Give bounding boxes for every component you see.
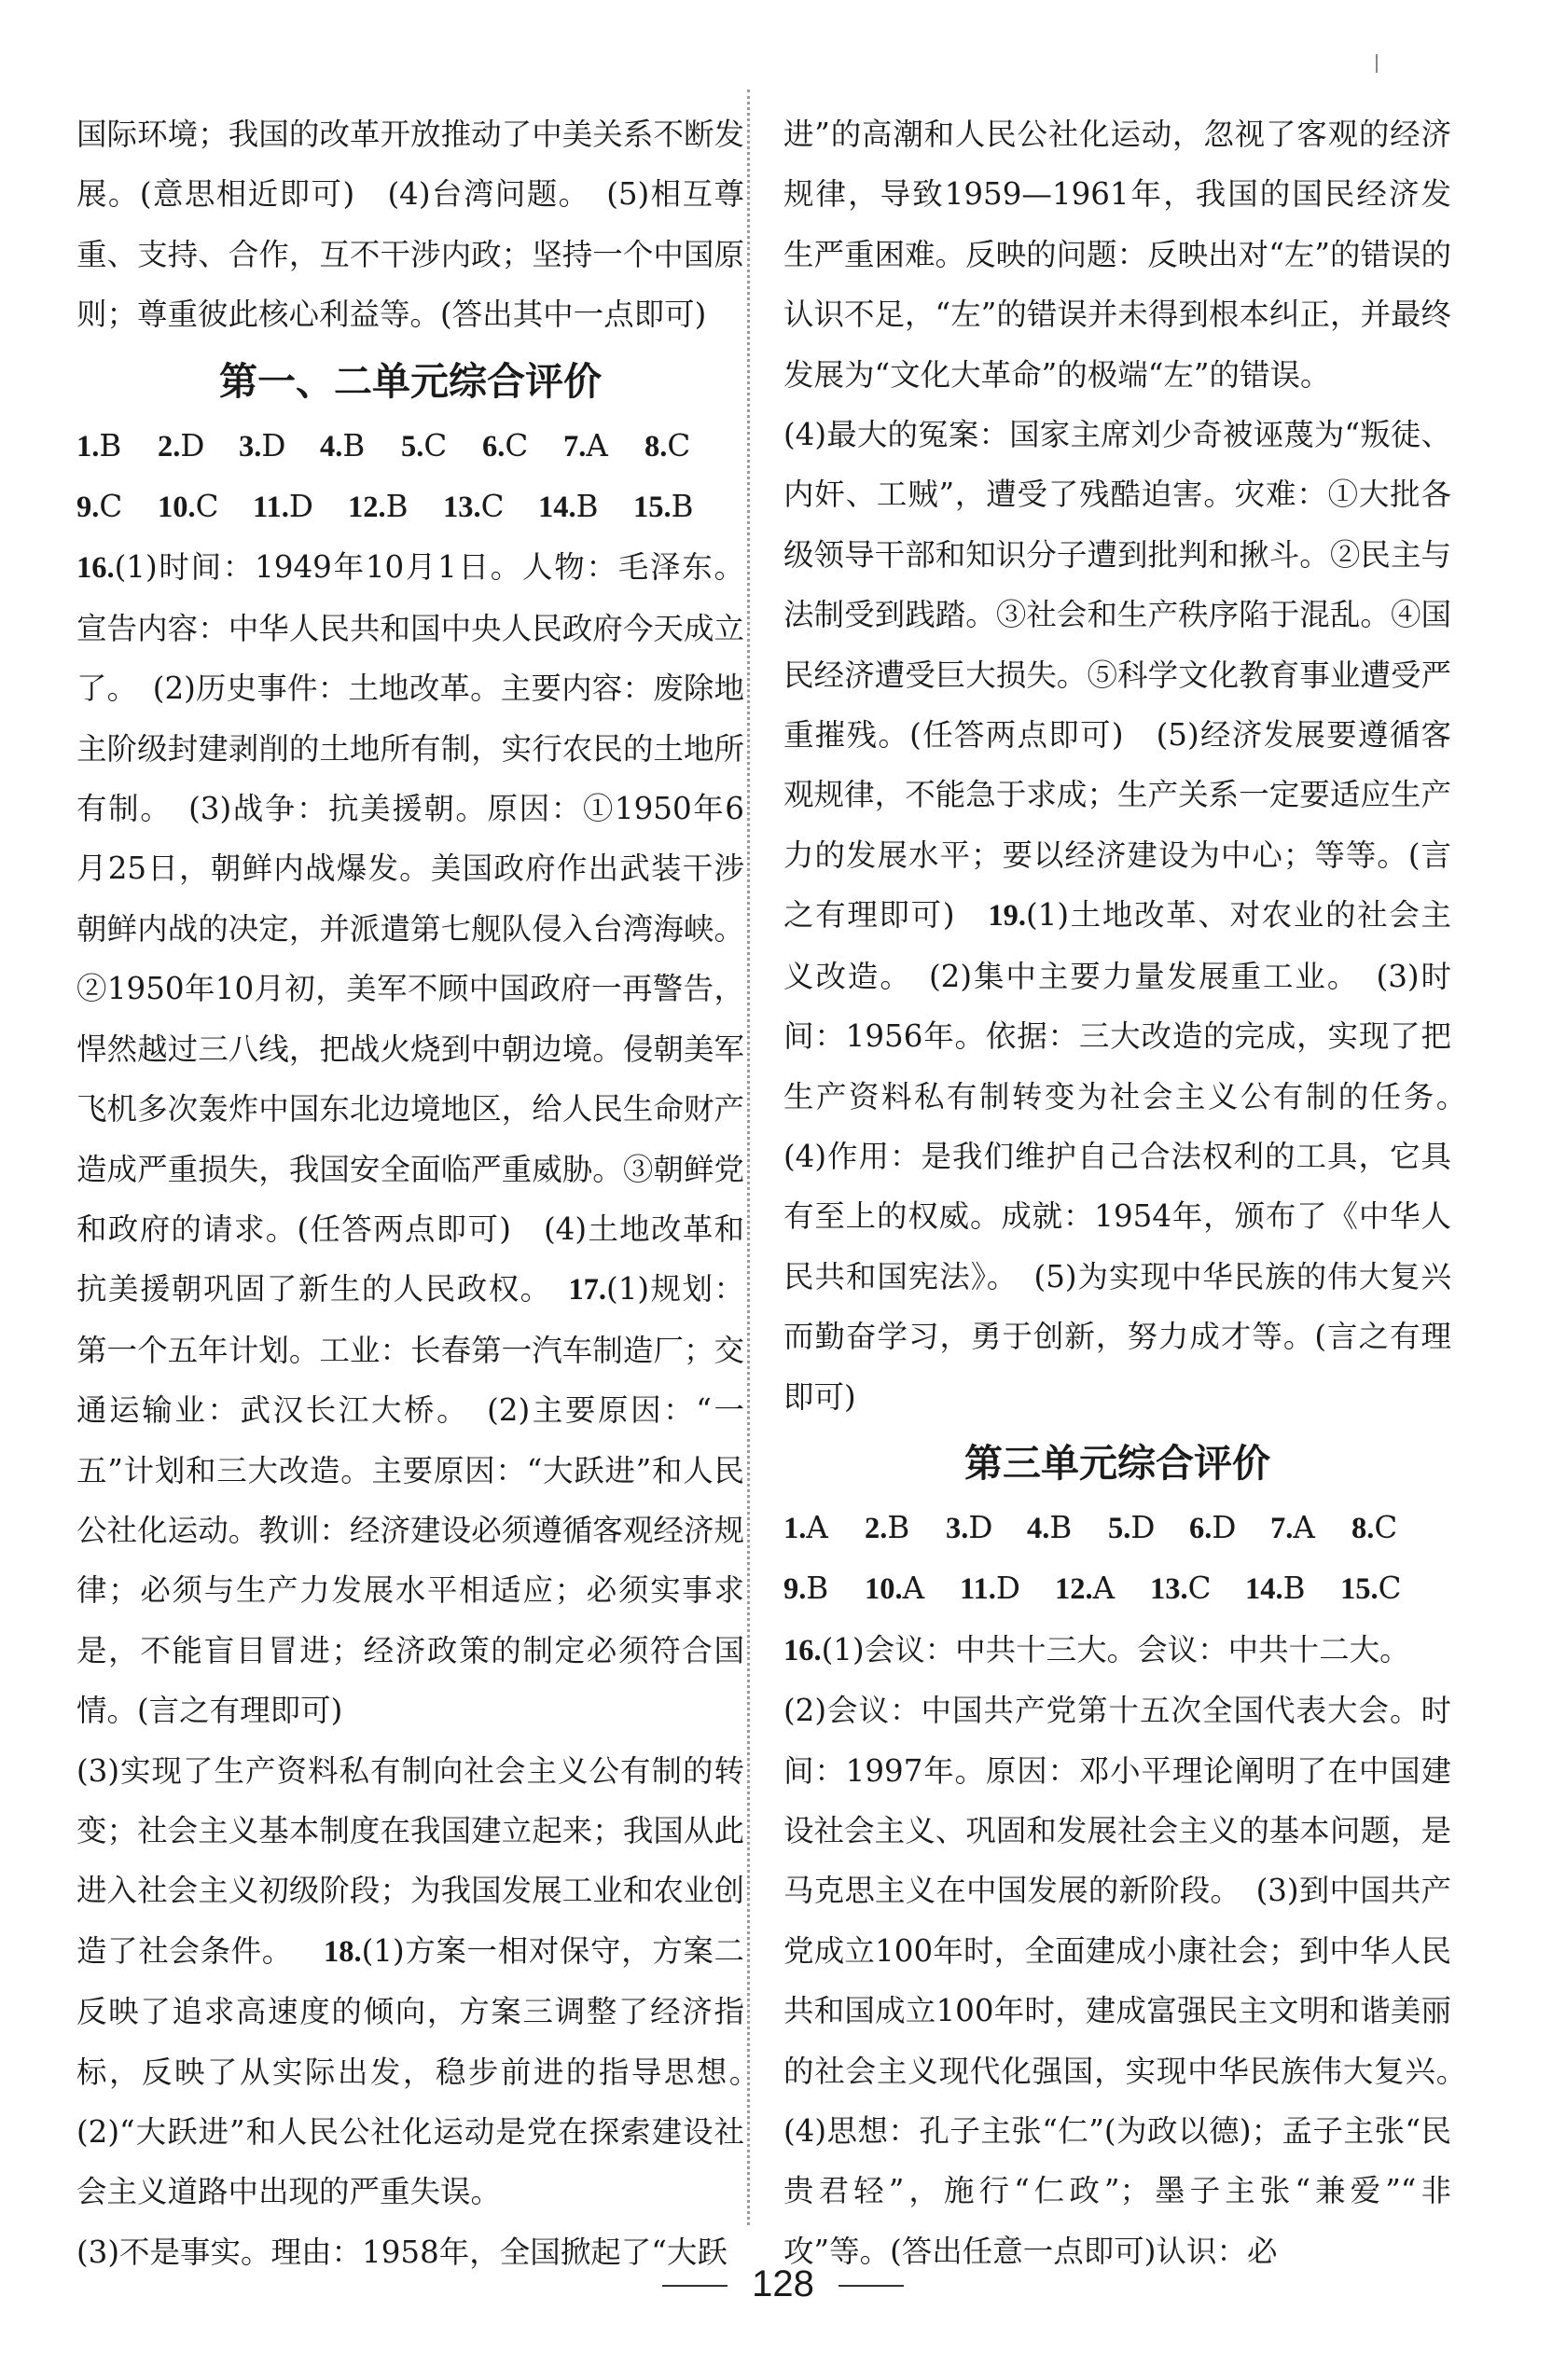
mc-answer (158, 416, 239, 477)
mc-answer-letter: B (385, 489, 409, 525)
margin-tick (1376, 54, 1378, 73)
mc-question-number: 9. (76, 491, 100, 525)
mc-question-number: 3. (946, 1511, 969, 1545)
mc-question-number: 7. (1270, 1511, 1294, 1545)
mc-answer (1108, 1498, 1189, 1558)
mc-answer-letter: C (667, 427, 691, 464)
question-number: 16. (783, 1633, 822, 1667)
answer-text: (1)时间：1949年10月1日。人物：毛泽东。宣告内容：中华人民共和国中央人民政府今天成立了。 (2)历史事件：土地改革。主要内容：废除地主阶级封建剥削的土地所有制，实行农民的土地所有制。 (3)战争：抗美援朝。原因：①1950年6月25日，朝鲜内战爆发。美国政府作出武装干涉朝鲜内战的决定，并派遣第七舰队侵入台湾海峡。②1950年10月初，美军不顾中国政府一再警告，悍然越过三八线，把战火烧到中朝边境。侵朝美军飞机多次轰炸中国东北边境地区，给人民生命财产造成严重损失，我国安全面临严重威胁。③朝鲜党和政府的请求。(任答两点即可) (4)土地改革和抗美援朝巩固了新生的人民政权。 (76, 549, 744, 1308)
section-heading-unit-3: 第三单元综合评价 (964, 1440, 1270, 1486)
mc-answer-letter: C (1378, 1571, 1402, 1607)
mc-question-number: 8. (644, 429, 668, 464)
mc-question-number: 10. (158, 491, 196, 525)
mc-question-number: 4. (320, 429, 343, 464)
mc-question-number: 15. (1340, 1572, 1379, 1607)
mc-answer (1270, 1498, 1351, 1558)
page-number: 128 (752, 2263, 814, 2304)
mc-answer-letter: D (261, 427, 286, 464)
left-column (76, 104, 775, 2282)
mc-answer (320, 416, 401, 477)
question-number: 18. (323, 1934, 362, 1969)
question-17-part-3: (3)实现了生产资料私有制向社会主义公有制的转变；社会主义基本制度在我国建立起来；我国从此进入社会主义初级阶段；为我国发展工业和农业创造了社会条件。 (76, 1752, 744, 1969)
mc-answer-letter: B (1282, 1571, 1306, 1607)
mc-answer (1340, 1558, 1435, 1619)
mc-question-number: 14. (538, 491, 576, 525)
mc-answers-row (76, 477, 744, 537)
mc-question-number: 12. (1055, 1572, 1093, 1607)
mc-question-number: 5. (1108, 1511, 1131, 1545)
mc-answer-letter: D (995, 1571, 1020, 1607)
mc-question-number: 14. (1245, 1572, 1283, 1607)
question-16 (76, 537, 744, 1740)
mc-answer-letter: D (968, 1509, 993, 1545)
mc-answer-letter: C (1374, 1509, 1398, 1545)
question-16-unit-3 (783, 1620, 1451, 1681)
mc-answer (1055, 1558, 1150, 1619)
mc-answer-letter: C (1187, 1571, 1212, 1607)
intro-paragraph: 国际环境；我国的改革开放推动了中美关系不断发展。(意思相近即可) (4)台湾问题。 (5)相互尊重、支持、合作，互不干涉内政；坚持一个中国原则；尊重彼此核心利益等。(答出其中一点即可) (76, 117, 744, 333)
mc-answer-letter: C (195, 489, 219, 525)
mc-answer (1189, 1498, 1270, 1558)
question-number: 17. (568, 1273, 607, 1308)
section-heading-units-1-2: 第一、二单元综合评价 (219, 358, 602, 404)
right-column (783, 104, 1482, 2281)
mc-question-number: 7. (563, 429, 587, 464)
mc-question-number: 9. (783, 1572, 807, 1607)
mc-answer-letter: D (180, 427, 205, 464)
answer-text: (1)土地改革、对农业的社会主义改造。 (2)集中主要力量发展重工业。 (3)时间：1956年。依据：三大改造的完成，实现了把生产资料私有制转变为社会主义公有制的任务。 (4)作用：是我们维护自己合法权利的工具，它具有至上的权威。成就：1954年，颁布了《中华人民共和国宪法》。 (5)为实现中华民族的伟大复兴而勤奋学习，勇于创新，努力成才等。(言之有理即可) (783, 897, 1482, 1415)
page-footer (0, 2258, 1566, 2310)
mc-answer (946, 1498, 1027, 1558)
mc-question-number: 12. (348, 491, 386, 525)
mc-question-number: 10. (865, 1572, 903, 1607)
mc-answer-letter: C (423, 427, 448, 464)
mc-answer-letter: B (342, 427, 366, 464)
mc-answer-letter: A (1293, 1509, 1315, 1545)
mc-question-number: 2. (158, 429, 181, 464)
mc-answer-letter: D (288, 489, 313, 525)
mc-question-number: 5. (401, 429, 424, 464)
mc-answer (538, 477, 633, 537)
mc-question-number: 11. (960, 1572, 996, 1607)
mc-answer (348, 477, 443, 537)
mc-answer-letter: D (1130, 1509, 1156, 1545)
mc-answer (482, 416, 563, 477)
mc-answer (960, 1558, 1055, 1619)
mc-answers-row (783, 1558, 1451, 1619)
question-18-part-3: (3)不是事实。理由：1958年，全国掀起了“大跃 (76, 2234, 728, 2270)
mc-answer (253, 477, 348, 537)
footer-rule (838, 2285, 904, 2287)
mc-answer (76, 477, 158, 537)
mc-answer-letter: B (575, 489, 599, 525)
mc-answer (76, 416, 158, 477)
mc-question-number: 1. (76, 429, 100, 464)
mc-answer-letter: A (586, 427, 608, 464)
mc-answer (563, 416, 644, 477)
mc-answer-letter: D (1212, 1509, 1237, 1545)
mc-answer (633, 477, 728, 537)
question-16-part-2: (2)会议：中国共产党第十五次全国代表大会。时间：1997年。原因：邓小平理论阐明了在中国建设社会主义、巩固和发展社会主义的基本问题，是马克思主义在中国发展的新阶段。 (3)到中国共产党成立100年时，全面建成小康社会；到中华人民共和国成立100年时，建成富强民主文明和谐美丽的社会主义现代化强国，实现中华民族伟大复兴。 (4)思想：孔子主张“仁”(为政以德)；孟子主张“民贵君轻”，施行“仁政”；墨子主张“兼爱”“非攻”等。(答出任意一点即可)认识：必 (783, 1693, 1482, 2269)
mc-answer (239, 416, 320, 477)
answer-text: (1)方案一相对保守，方案二反映了追求高速度的倾向，方案三调整了经济指标，反映了从实际出发，稳步前进的指导思想。 (2)“大跃进”和人民公社化运动是党在探索建设社会主义道路中出现的严重失误。 (76, 1932, 775, 2210)
mc-question-number: 4. (1027, 1511, 1050, 1545)
continuation-paragraph: 进”的高潮和人民公社化运动，忽视了客观的经济规律，导致1959—1961年，我国的国民经济发生严重困难。反映的问题：反映出对“左”的错误的认识不足，“左”的错误并未得到根本纠正，并最终发展为“文化大革命”的极端“左”的错误。 (783, 117, 1451, 393)
mc-answer (1245, 1558, 1340, 1619)
mc-answer (865, 1498, 946, 1558)
mc-question-number: 3. (239, 429, 262, 464)
mc-answer-letter: B (1049, 1509, 1073, 1545)
mc-answer (401, 416, 482, 477)
footer-rule (662, 2285, 728, 2287)
mc-answer-letter: B (99, 427, 122, 464)
mc-answers-row (76, 416, 744, 477)
question-number: 16. (76, 551, 115, 586)
question-18-part-4 (783, 405, 1482, 1427)
mc-answer (443, 477, 538, 537)
mc-answer-letter: C (505, 427, 529, 464)
mc-answer (158, 477, 253, 537)
mc-answer-letter: A (806, 1509, 828, 1545)
mc-question-number: 11. (253, 491, 289, 525)
mc-answer-letter: B (887, 1509, 910, 1545)
mc-answer (865, 1558, 960, 1619)
mc-answer-letter: B (806, 1571, 829, 1607)
mc-answer-letter: C (480, 489, 505, 525)
mc-question-number: 15. (633, 491, 672, 525)
mc-question-number: 8. (1351, 1511, 1375, 1545)
mc-question-number: 6. (482, 429, 506, 464)
mc-answer (644, 416, 726, 477)
mc-answer-letter: B (671, 489, 694, 525)
mc-answer (1027, 1498, 1108, 1558)
mc-answer-letter: A (902, 1571, 925, 1607)
mc-question-number: 13. (443, 491, 481, 525)
mc-answer (1150, 1558, 1245, 1619)
mc-answers-row (783, 1498, 1451, 1558)
mc-answer (783, 1498, 865, 1558)
mc-question-number: 2. (865, 1511, 888, 1545)
answer-text: (4)最大的冤案：国家主席刘少奇被诬蔑为“叛徒、内奸、工贼”，遭受了残酷迫害。灾难：①大批各级领导干部和知识分子遭到批判和揪斗。②民主与法制受到践踏。③社会和生产秩序陷于混乱。④国民经济遭受巨大损失。⑤科学文化教育事业遭受严重摧残。(任答两点即可) (5)经济发展要遵循客观规律，不能急于求成；生产关系一定要适应生产力的发展水平；要以经济建设为中心；等等。(言之有理即可) (783, 417, 1451, 934)
mc-question-number: 1. (783, 1511, 807, 1545)
column-divider (747, 90, 750, 2225)
question-number: 19. (988, 899, 1026, 934)
mc-question-number: 13. (1150, 1572, 1188, 1607)
mc-question-number: 6. (1189, 1511, 1213, 1545)
mc-answer-letter: A (1092, 1571, 1116, 1607)
mc-answer (783, 1558, 865, 1619)
mc-answer-letter: C (99, 489, 123, 525)
answer-text: (1)规划：第一个五年计划。工业：长春第一汽车制造厂；交通运输业：武汉长江大桥。 (2)主要原因：“一五”计划和三大改造。主要原因：“大跃进”和人民公社化运动。教训：经济建设必须遵循客观经济规律；必须与生产力发展水平相适应；必须实事求是，不能盲目冒进；经济政策的制定必须符合国情。(言之有理即可) (76, 1271, 744, 1729)
answer-text: (1)会议：中共十三大。会议：中共十二大。 (821, 1631, 1410, 1667)
mc-answer (1351, 1498, 1433, 1558)
